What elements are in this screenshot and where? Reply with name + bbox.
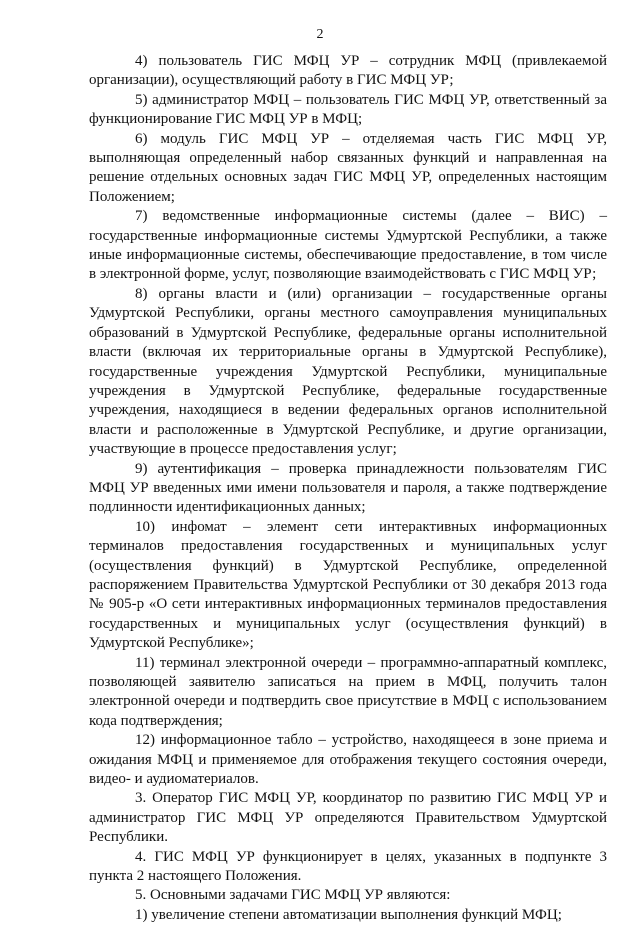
- definition-item-11: 11) терминал электронной очереди – программно-аппаратный комплекс, позволяющей заявителю записаться на прием в МФЦ, получить талон электронной очереди и подтвердить свое присутствие в МФЦ с использованием кода подтверждения;: [89, 654, 607, 729]
- document-body: [89, 52, 607, 925]
- clause-5: 5. Основными задачами ГИС МФЦ УР являются:: [135, 887, 451, 904]
- clause-3: 3. Оператор ГИС МФЦ УР, координатор по развитию ГИС МФЦ УР и администратор ГИС МФЦ УР определяются Правительством Удмуртской Республики.: [89, 790, 607, 846]
- clause-4: 4. ГИС МФЦ УР функционирует в целях, указанных в подпункте 3 пункта 2 настоящего Положения.: [89, 848, 607, 885]
- definition-item-7: 7) ведомственные информационные системы (далее – ВИС) – государственные информационные системы Удмуртской Республики, а также иные информационные системы, обеспечивающие предоставление, в том числе в электронной форме, услуг, позволяющие взаимодействовать с ГИС МФЦ УР;: [89, 208, 607, 283]
- definition-item-6: 6) модуль ГИС МФЦ УР – отделяемая часть ГИС МФЦ УР, выполняющая определенный набор связанных функций и направленная на решение отдельных основных задач ГИС МФЦ УР, определенных настоящим Положением;: [89, 130, 607, 205]
- page-number: 2: [316, 27, 324, 42]
- definition-item-10: 10) инфомат – элемент сети интерактивных информационных терминалов предоставления государственных и муниципальных услуг (осуществления функций) в Удмуртской Республике, определенной распоряжением Правительства Удмуртской Республики от 30 декабря 2013 года № 905-р «О сети интерактивных информационных терминалов предоставления государственных и муниципальных услуг (осуществления функций) в Удмуртской Республике»;: [89, 518, 607, 652]
- clause-5-task-1: 1) увеличение степени автоматизации выполнения функций МФЦ;: [135, 906, 562, 923]
- definition-item-9: 9) аутентификация – проверка принадлежности пользователям ГИС МФЦ УР введенных ими имени пользователя и пароля, а также подтверждение подлинности идентификационных данных;: [89, 460, 607, 516]
- definition-item-4: 4) пользователь ГИС МФЦ УР – сотрудник МФЦ (привлекаемой организации), осуществляющий работу в ГИС МФЦ УР;: [89, 53, 607, 89]
- definition-item-8: 8) органы власти и (или) организации – государственные органы Удмуртской Республики, органы местного самоуправления муниципальных образований в Удмуртской Республике, федеральные органы исполнительной власти (включая их территориальные органы в Удмуртской Республике), государственные учреждения Удмуртской Республики, муниципальные учреждения в Удмуртской Республике, федеральные государственные учреждения, находящиеся в ведении федеральных органов исполнительной власти и расположенные в Удмуртской Республике, и другие организации, участвующие в процессе предоставления услуг;: [89, 285, 607, 458]
- definition-item-5: 5) администратор МФЦ – пользователь ГИС МФЦ УР, ответственный за функционирование ГИС МФЦ УР в МФЦ;: [89, 91, 607, 128]
- definition-item-12: 12) информационное табло – устройство, находящееся в зоне приема и ожидания МФЦ и применяемое для отображения текущего состояния очереди, видео- и аудиоматериалов.: [89, 732, 607, 788]
